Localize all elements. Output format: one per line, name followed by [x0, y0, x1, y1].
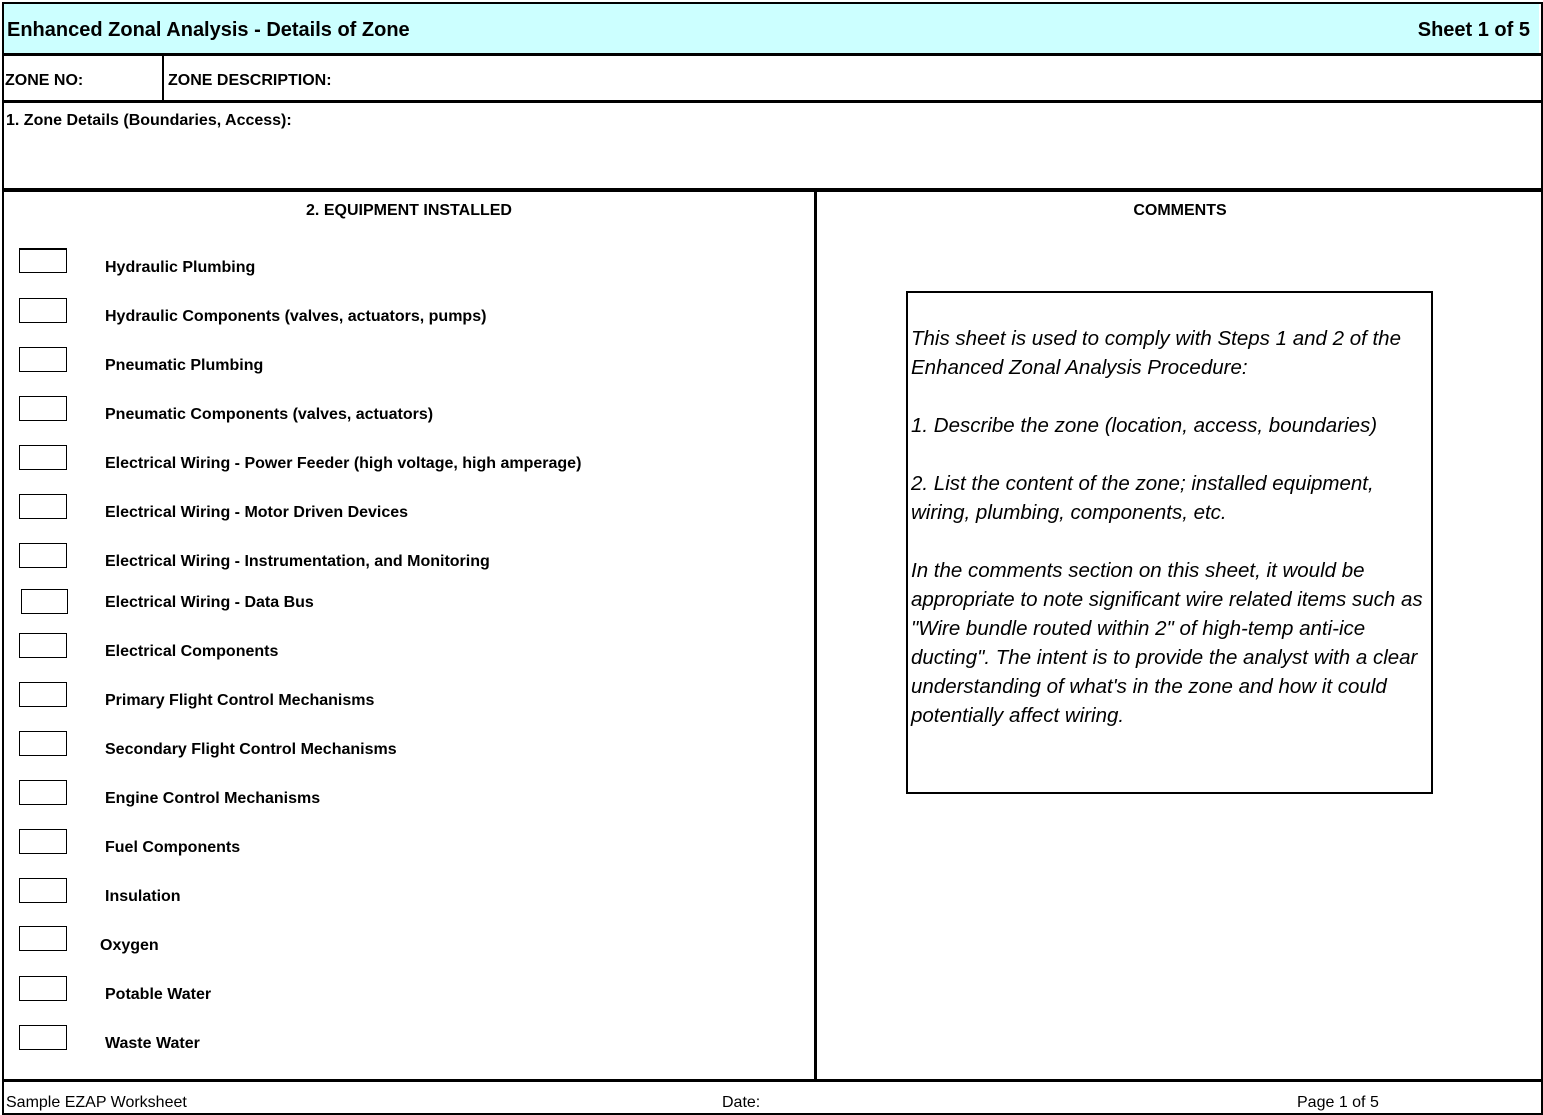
checkbox-wiring-instrumentation[interactable] — [19, 543, 67, 568]
equipment-item: Electrical Wiring - Instrumentation, and Monitoring — [105, 553, 490, 570]
checkbox-pneumatic-components[interactable] — [19, 396, 67, 421]
equipment-item: Engine Control Mechanisms — [105, 790, 321, 807]
checkbox-oxygen[interactable] — [19, 926, 67, 951]
checkbox-fuel-components[interactable] — [19, 829, 67, 854]
equipment-item: Potable Water — [105, 986, 212, 1003]
equipment-item: Oxygen — [100, 937, 159, 954]
footer-page-number: Page 1 of 5 — [1297, 1094, 1379, 1111]
checkbox-primary-flight-control[interactable] — [19, 682, 67, 707]
equipment-item: Secondary Flight Control Mechanisms — [105, 741, 397, 758]
equipment-item: Fuel Components — [105, 839, 241, 856]
footer-worksheet-name: Sample EZAP Worksheet — [6, 1094, 187, 1111]
equipment-item: Pneumatic Components (valves, actuators) — [105, 406, 434, 423]
instruction-note-box — [906, 291, 1433, 794]
zone-row-divider — [2, 100, 1543, 103]
checkbox-hydraulic-components[interactable] — [19, 298, 67, 323]
equipment-item: Electrical Wiring - Data Bus — [105, 594, 314, 611]
checkbox-wiring-power-feeder[interactable] — [19, 445, 67, 470]
equipment-item: Pneumatic Plumbing — [105, 357, 264, 374]
checkbox-potable-water[interactable] — [19, 976, 67, 1001]
checkbox-secondary-flight-control[interactable] — [19, 731, 67, 756]
equipment-item: Insulation — [105, 888, 181, 905]
equipment-item: Waste Water — [105, 1035, 200, 1052]
checkbox-insulation[interactable] — [19, 878, 67, 903]
equipment-item: Hydraulic Components (valves, actuators, pumps) — [105, 308, 487, 325]
equipment-heading: 2. EQUIPMENT INSTALLED — [306, 202, 512, 219]
equipment-item: Electrical Wiring - Power Feeder (high voltage, high amperage) — [105, 455, 582, 472]
checkbox-wiring-data-bus[interactable] — [21, 589, 68, 614]
sheet-indicator: Sheet 1 of 5 — [1417, 19, 1530, 41]
checkbox-waste-water[interactable] — [19, 1025, 67, 1050]
footer-divider — [2, 1079, 1543, 1082]
zone-details-label: 1. Zone Details (Boundaries, Access): — [6, 112, 292, 129]
checkbox-hydraulic-plumbing[interactable] — [19, 248, 67, 273]
equipment-item: Primary Flight Control Mechanisms — [105, 692, 375, 709]
equipment-item: Hydraulic Plumbing — [105, 259, 256, 276]
footer-date-label: Date: — [722, 1094, 761, 1111]
checkbox-electrical-components[interactable] — [19, 633, 67, 658]
checkbox-pneumatic-plumbing[interactable] — [19, 347, 67, 372]
checkbox-engine-control[interactable] — [19, 780, 67, 805]
checkbox-wiring-motor-driven[interactable] — [19, 494, 67, 519]
instruction-note-text: This sheet is used to comply with Steps 1 and 2 of the Enhanced Zonal Analysis Procedure: 1. Describe the zone (location, access, boundaries) 2. List the content of the zone; installed equipment, wiring, plumbing, components, etc. In the comments section on this sheet, it would be appropriate to note significant wire related items such as "Wire bundle routed within 2" of high-temp anti-ice ducting". The intent is to provide the analyst with a clear understanding of what's in the zone and how it could potentially affect wiring. — [911, 327, 1423, 727]
page-title: Enhanced Zonal Analysis - Details of Zone — [7, 19, 410, 41]
equipment-item: Electrical Components — [105, 643, 279, 660]
zone-no-label: ZONE NO: — [5, 72, 84, 89]
zone-no-divider — [162, 55, 164, 102]
equipment-item: Electrical Wiring - Motor Driven Devices — [105, 504, 409, 521]
header-divider — [2, 53, 1543, 56]
zone-details-divider — [2, 188, 1543, 192]
zone-description-label: ZONE DESCRIPTION: — [168, 72, 332, 89]
column-divider — [814, 190, 817, 1081]
comments-heading: COMMENTS — [1133, 202, 1227, 219]
